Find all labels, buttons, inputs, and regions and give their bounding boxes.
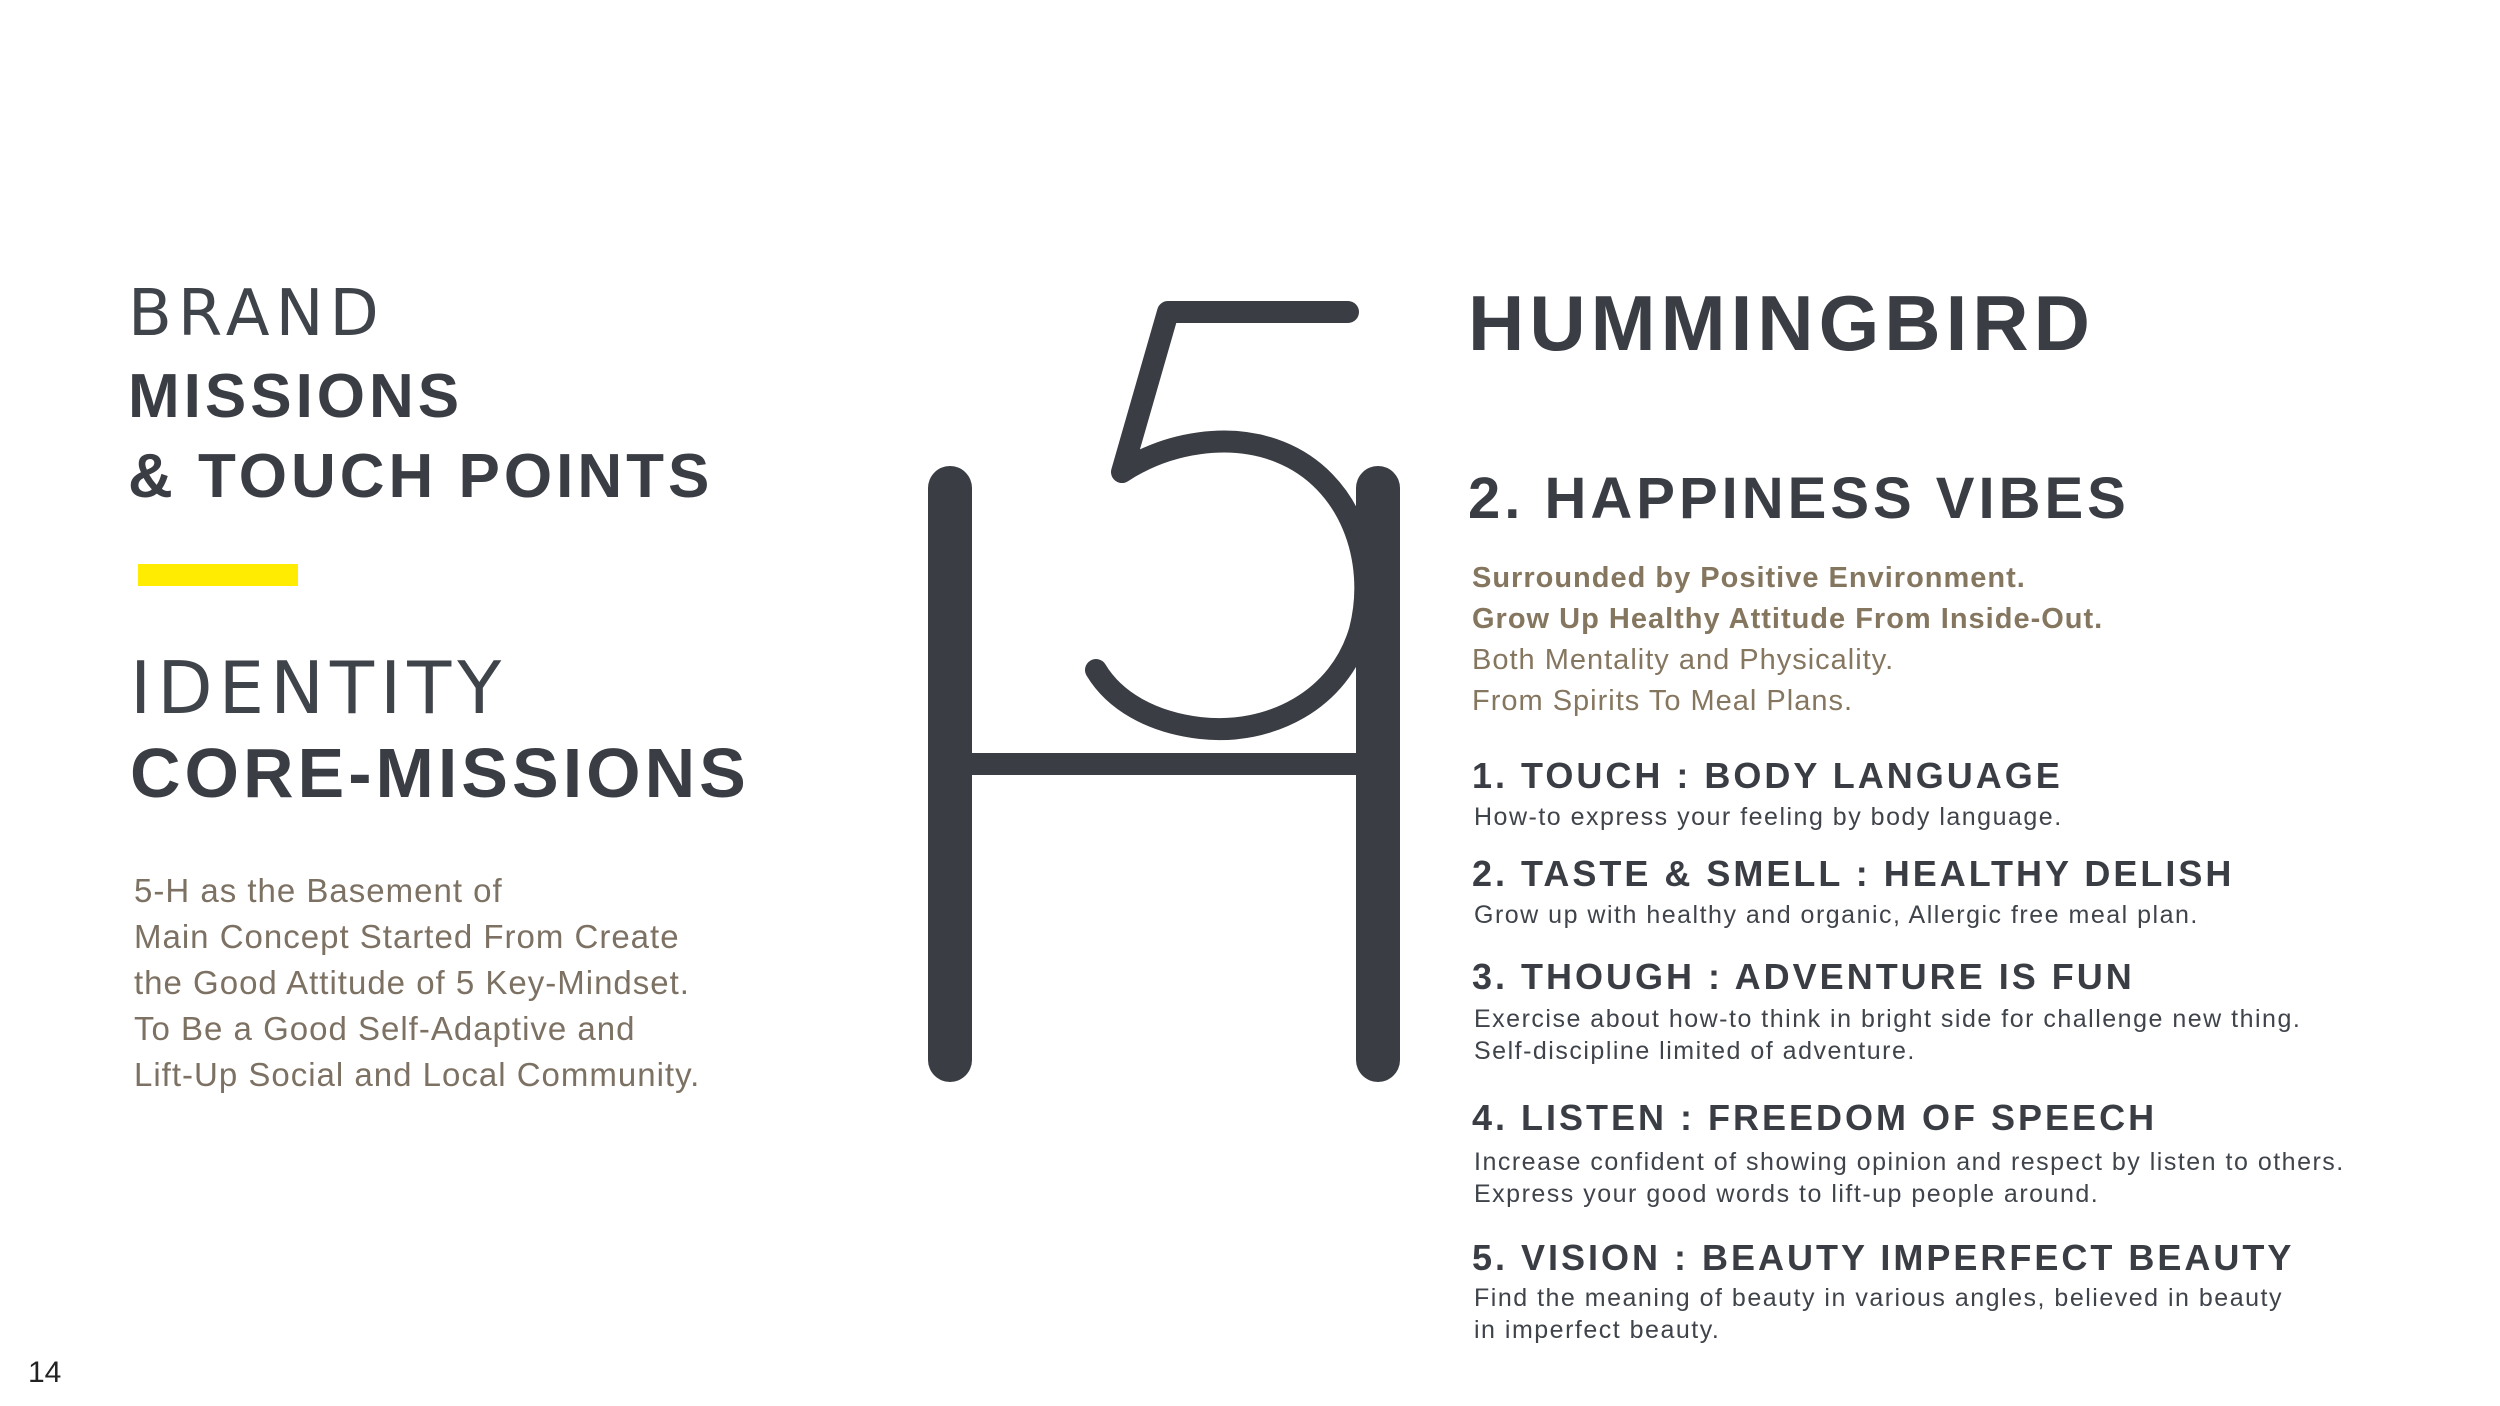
item-desc-though [1474,1003,2301,1067]
item-desc-line: Find the meaning of beauty in various angles, believed in beauty [1474,1284,2283,1312]
item-title-taste-smell: 2. TASTE & SMELL : HEALTHY DELISH [1472,853,2235,894]
left-description-line: To Be a Good Self-Adaptive and [134,1010,636,1047]
item-desc-line: Grow up with healthy and organic, Allergic free meal plan. [1474,901,2199,929]
item-title-touch: 1. TOUCH : BODY LANGUAGE [1472,755,2063,796]
intro-bold-line: Grow Up Healthy Attitude From Inside-Out. [1472,603,2104,635]
item-desc-taste-smell [1474,899,2199,931]
item-desc-line: Increase confident of showing opinion and respect by listen to others. [1474,1148,2345,1176]
5h-logo-icon [900,280,1420,1100]
intro-bold-line: Surrounded by Positive Environment. [1472,562,2026,594]
left-description-line: 5-H as the Basement of [134,872,503,909]
item-title-listen: 4. LISTEN : FREEDOM OF SPEECH [1472,1097,2158,1138]
identity-heading-light: IDENTITY [130,646,508,730]
intro-line: From Spirits To Meal Plans. [1472,685,1854,717]
item-desc-line: Self-discipline limited of adventure. [1474,1037,1916,1065]
left-description-line: the Good Attitude of 5 Key-Mindset. [134,964,690,1001]
brand-heading-bold-1: MISSIONS [128,362,464,431]
section-subtitle: 2. HAPPINESS VIBES [1468,466,2130,531]
brand-heading-bold-2: & TOUCH POINTS [128,442,714,511]
intro-text [1472,558,2452,722]
item-desc-line: Express your good words to lift-up people around. [1474,1180,2100,1208]
identity-heading-bold: CORE-MISSIONS [130,734,750,812]
intro-line: Both Mentality and Physicality. [1472,644,1895,676]
item-desc-line: How-to express your feeling by body language. [1474,803,2063,831]
page-title: HUMMINGBIRD [1468,279,2095,367]
item-title-though: 3. THOUGH : ADVENTURE IS FUN [1472,956,2135,997]
item-title-vision: 5. VISION : BEAUTY IMPERFECT BEAUTY [1472,1237,2295,1278]
left-description-line: Main Concept Started From Create [134,918,680,955]
left-description [134,868,894,1098]
item-desc-touch [1474,801,2063,833]
page-number: 14 [28,1356,62,1389]
item-desc-vision [1474,1282,2283,1346]
item-desc-line: in imperfect beauty. [1474,1316,1721,1344]
brand-heading-light: BRAND [128,277,385,351]
item-desc-line: Exercise about how-to think in bright side for challenge new thing. [1474,1005,2302,1033]
accent-bar [138,564,298,586]
left-description-line: Lift-Up Social and Local Community. [134,1056,701,1093]
item-desc-listen [1474,1146,2345,1210]
